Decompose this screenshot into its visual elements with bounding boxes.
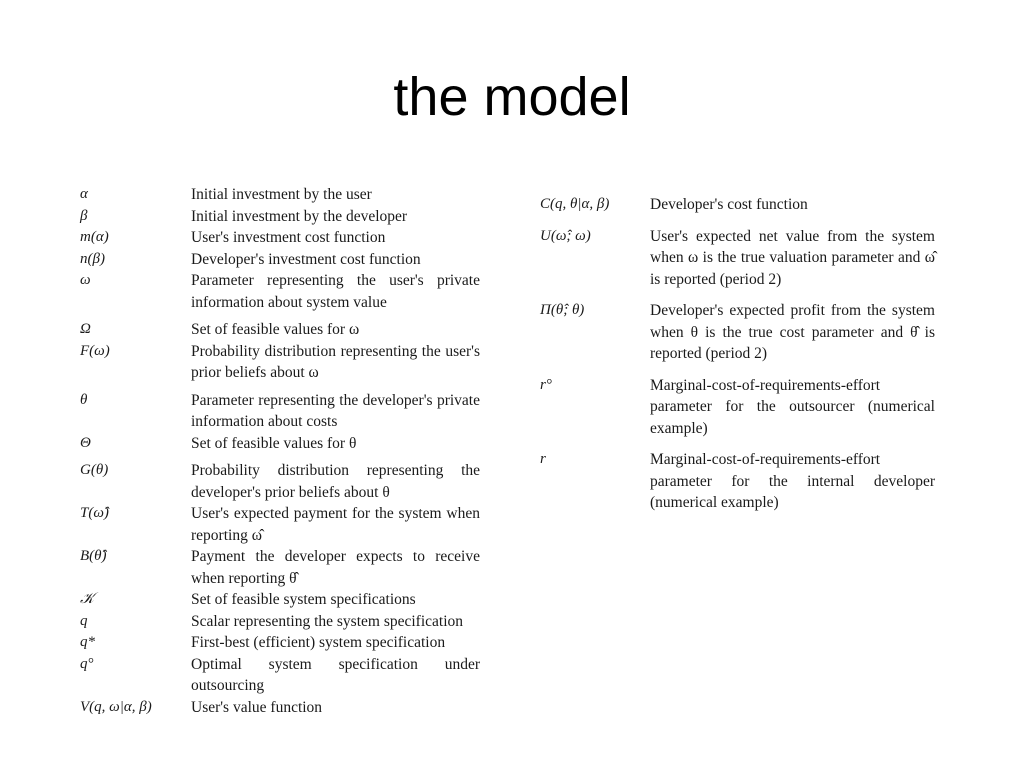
glossary-row — [540, 300, 935, 365]
glossary-description: First-best (efficient) system specification — [191, 634, 446, 651]
glossary-row — [540, 375, 935, 440]
glossary-description: Developer's cost function — [650, 196, 808, 213]
glossary-symbol: Π(θ̂; θ) — [540, 302, 585, 318]
glossary-description: Payment the developer expects to receive when reporting θ̂ — [191, 548, 480, 587]
glossary-description: Parameter representing the user's private information about system value — [191, 272, 480, 311]
glossary-description: User's investment cost function — [191, 229, 386, 246]
glossary-symbol: G(θ) — [80, 462, 109, 478]
glossary-right-column — [540, 194, 935, 524]
glossary-symbol: r° — [540, 376, 552, 393]
glossary-row — [80, 546, 480, 589]
glossary-row — [80, 503, 480, 546]
glossary-row — [540, 194, 935, 216]
glossary-description: Set of feasible values for θ — [191, 434, 357, 452]
glossary-symbol: n(β) — [80, 250, 105, 267]
glossary-symbol: q — [80, 612, 88, 629]
glossary-row — [80, 227, 480, 249]
glossary-description: Initial investment by the developer — [191, 207, 408, 225]
glossary-description: Scalar representing the system specification — [191, 612, 464, 630]
glossary-row — [80, 390, 480, 433]
glossary-row — [80, 611, 480, 633]
glossary-symbol: Ω — [80, 321, 91, 337]
glossary-row — [80, 206, 480, 228]
glossary-description: User's expected net value from the system when ω is the true valuation parameter and ω̂ is reported (period 2) — [650, 227, 935, 288]
glossary-row — [540, 226, 935, 291]
glossary-symbol: θ — [80, 391, 88, 408]
glossary-description: Set of feasible values for ω — [191, 321, 360, 338]
glossary-description: Developer's expected profit from the system when θ is the true cost parameter and θ̂ is reported (period 2) — [650, 302, 935, 362]
glossary-row — [80, 654, 480, 697]
glossary-symbol: α — [80, 186, 88, 202]
glossary-row — [540, 449, 935, 514]
glossary-symbol: C(q, θ|α, β) — [540, 196, 610, 212]
glossary-symbol: q° — [80, 655, 94, 672]
glossary-description: Optimal system specification under outsourcing — [191, 655, 480, 694]
glossary-description: User's value function — [191, 698, 323, 716]
glossary-row — [80, 270, 480, 313]
glossary-row — [80, 184, 480, 206]
glossary-description: Initial investment by the user — [191, 186, 372, 203]
glossary-symbol: r — [540, 451, 546, 467]
glossary-description: Marginal-cost-of-requirements-effort parameter for the outsourcer (numerical example) — [650, 376, 935, 437]
glossary-symbol: ω — [80, 272, 91, 288]
glossary-row — [80, 697, 480, 719]
glossary-row — [80, 249, 480, 271]
glossary-description: Probability distribution representing the user's prior beliefs about ω — [191, 342, 480, 381]
glossary-symbol: β — [80, 207, 88, 224]
glossary-symbol: Θ — [80, 434, 91, 451]
glossary-symbol: U(ω̂; ω) — [540, 227, 591, 244]
glossary-description: Parameter representing the developer's private information about costs — [191, 391, 480, 430]
glossary-row — [80, 341, 480, 384]
glossary-symbol: m(α) — [80, 229, 109, 245]
glossary-description: Developer's investment cost function — [191, 250, 421, 268]
glossary-description: Probability distribution representing the developer's prior beliefs about θ — [191, 462, 480, 501]
glossary-symbol: 𝒦 — [80, 591, 94, 607]
glossary-symbol: F(ω) — [80, 342, 110, 359]
glossary-row — [80, 589, 480, 611]
glossary-symbol: V(q, ω|α, β) — [80, 698, 152, 715]
glossary-row — [80, 460, 480, 503]
glossary-row — [80, 632, 480, 654]
glossary-symbol: q* — [80, 634, 95, 650]
glossary-description: Set of feasible system specifications — [191, 591, 416, 608]
glossary-symbol: B(θ̂) — [80, 548, 107, 564]
glossary-row — [80, 433, 480, 455]
glossary-row — [80, 319, 480, 341]
glossary-description: User's expected payment for the system when reporting ω̂ — [191, 505, 480, 544]
glossary-description: Marginal-cost-of-requirements-effort parameter for the internal developer (numerical example) — [650, 451, 935, 511]
glossary-left-column — [80, 184, 480, 718]
glossary-symbol: T(ω̂) — [80, 505, 109, 521]
slide-title: the model — [393, 67, 631, 127]
